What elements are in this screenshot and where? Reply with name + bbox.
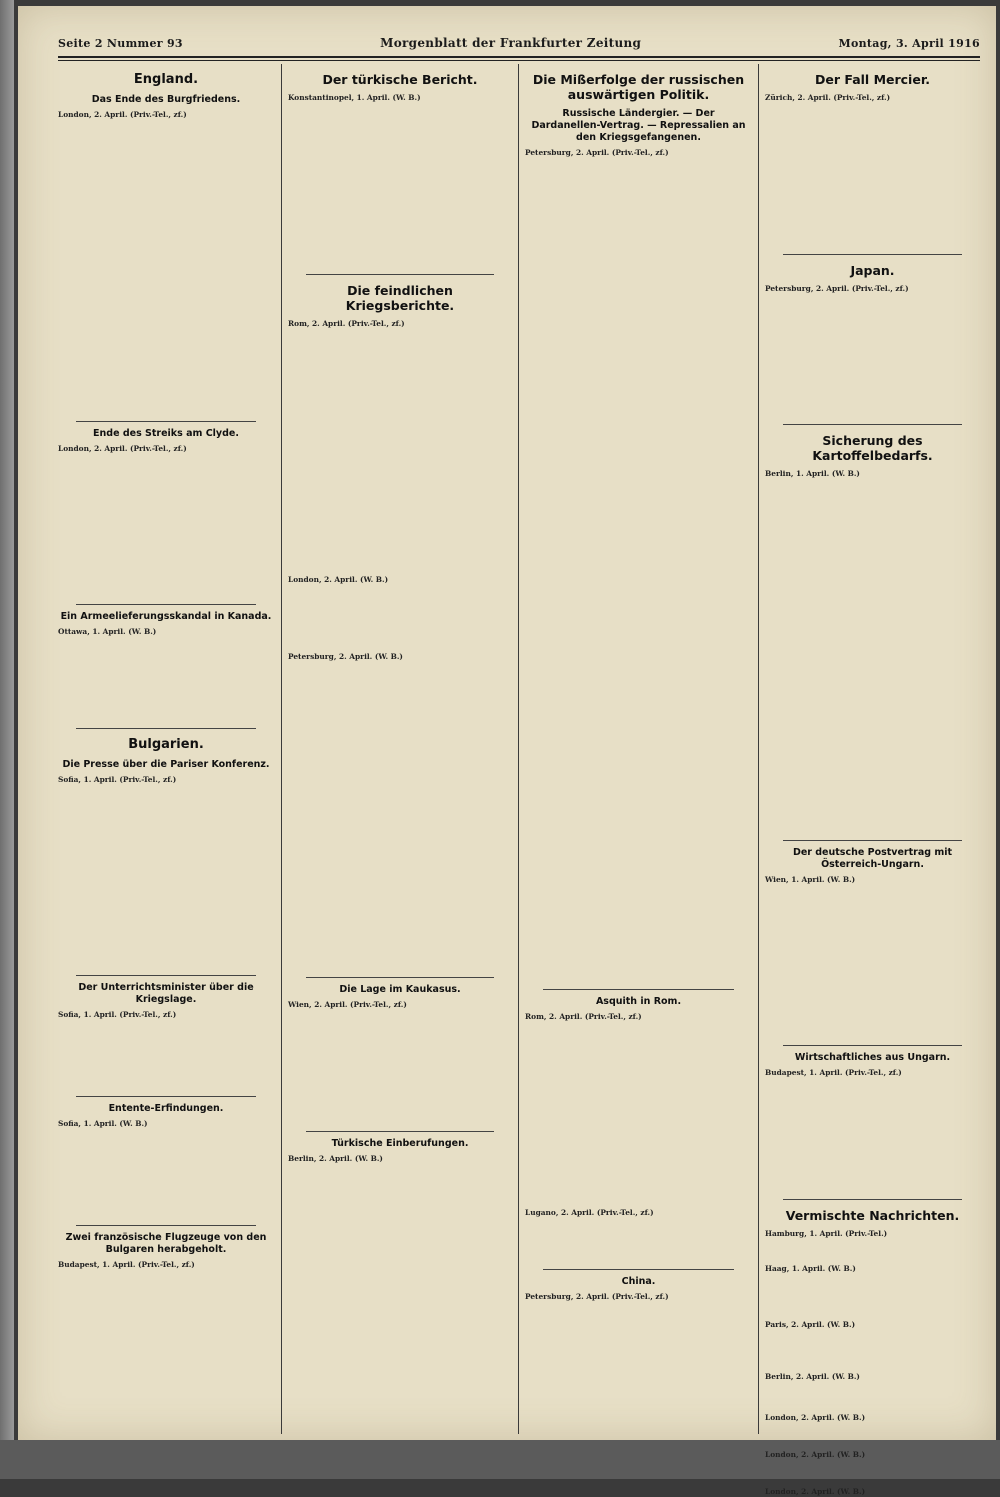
article-body-illegible <box>58 1025 274 1090</box>
article-heading: Die Lage im Kaukasus. <box>339 984 461 996</box>
column-3 <box>525 64 752 1440</box>
section-heading-fall-mercier: Der Fall Mercier. <box>815 72 930 87</box>
section-heading-england: England. <box>133 72 199 87</box>
section-heading-vermischte-nachrichten: Vermischte Nachrichten. <box>785 1207 960 1223</box>
article-lead <box>288 319 512 330</box>
article-lead <box>765 1068 980 1079</box>
article-heading: Das Ende des Burgfriedens. <box>91 94 241 105</box>
article-heading: Wirtschaftliches aus Ungarn. <box>794 1052 951 1064</box>
article-heading: Asquith in Rom. <box>595 995 682 1007</box>
separator-rule <box>76 975 256 976</box>
dateline: Berlin, 2. April. (W. B.) <box>288 1153 383 1163</box>
dateline: London, 2. April. (W. B.) <box>288 575 389 585</box>
article-lead <box>765 1229 980 1240</box>
article-lead <box>765 875 980 886</box>
dateline: Budapest, 1. April. (Priv.-Tel., zf.) <box>58 1259 195 1269</box>
article-body-illegible <box>765 1335 980 1370</box>
separator-rule <box>543 1269 734 1270</box>
dateline: Sofia, 1. April. (Priv.-Tel., zf.) <box>58 1010 177 1020</box>
column-1 <box>58 64 274 1440</box>
dateline: Lugano, 2. April. (Priv.-Tel., zf.) <box>525 1208 654 1218</box>
article-lead <box>525 148 752 159</box>
section-heading-bulgarien: Bulgarien. <box>128 736 204 752</box>
separator-rule <box>783 840 962 841</box>
dateline: London, 2. April. (W. B.) <box>765 1486 866 1496</box>
article-heading: Ein Armeelieferungsskandal in Kanada. <box>60 611 272 623</box>
separator-rule <box>783 254 962 255</box>
article-lead <box>58 627 274 638</box>
article-heading: Türkische Einberufungen. <box>331 1137 469 1149</box>
article-lead <box>525 1208 752 1219</box>
dateline: Berlin, 1. April. (W. B.) <box>765 469 860 479</box>
article-heading: Ende des Streiks am Clyde. <box>93 427 239 439</box>
section-heading-kartoffelbedarf: Sicherung des Kartoffelbedarfs. <box>812 433 933 464</box>
masthead-paper-title: Morgenblatt der Frankfurter Zeitung <box>380 36 642 50</box>
column-rule <box>758 64 759 1434</box>
article-heading: Der Unterrichtsminister über die Kriegslage. <box>78 982 254 1006</box>
separator-rule <box>306 977 494 978</box>
article-lead <box>765 284 980 295</box>
article-lead <box>525 1012 752 1023</box>
dateline: Petersburg, 2. April. (Priv.-Tel., zf.) <box>525 1291 669 1301</box>
section-heading-russische-politik: Die Mißerfolge der russischen auswärtigen Politik. <box>532 72 745 102</box>
scan-binding-strip <box>0 0 14 1479</box>
separator-rule <box>76 1096 256 1097</box>
article-lead <box>58 1010 274 1021</box>
separator-rule <box>76 1225 256 1226</box>
article-lead <box>58 1260 274 1271</box>
dateline: Sofia, 1. April. (Priv.-Tel., zf.) <box>58 774 177 784</box>
article-lead <box>765 1413 980 1424</box>
article-body-illegible <box>288 590 512 650</box>
article-body-illegible <box>765 1244 980 1262</box>
article-lead <box>288 1000 512 1011</box>
separator-rule <box>783 1199 962 1200</box>
dateline: Wien, 2. April. (Priv.-Tel., zf.) <box>288 1000 407 1010</box>
masthead-date: Montag, 3. April 1916 <box>838 36 980 50</box>
article-body-illegible <box>58 642 274 722</box>
dateline: Sofia, 1. April. (W. B.) <box>58 1118 148 1128</box>
article-body-illegible <box>765 1465 980 1485</box>
article-body-illegible <box>525 163 752 983</box>
article-heading: Die Presse über die Pariser Konferenz. <box>62 758 270 770</box>
article-body-illegible <box>765 889 980 1039</box>
article-body-illegible <box>288 108 512 268</box>
column-2 <box>288 64 512 1440</box>
article-body-illegible <box>525 1223 752 1263</box>
dateline: London, 2. April. (Priv.-Tel., zf.) <box>58 443 187 453</box>
article-body-illegible <box>765 484 980 834</box>
article-lead <box>765 1487 980 1497</box>
section-heading-feindliche-kriegsberichte: Die feindlichen Kriegsberichte. <box>345 282 455 313</box>
dateline: Haag, 1. April. (W. B.) <box>765 1263 856 1273</box>
article-lead <box>58 444 274 455</box>
article-lead <box>288 1154 512 1165</box>
dateline: Wien, 1. April. (W. B.) <box>765 874 856 884</box>
article-body-illegible <box>765 1278 980 1318</box>
dateline: Petersburg, 2. April. (Priv.-Tel., zf.) <box>525 148 669 157</box>
article-lead <box>58 775 274 786</box>
dateline: Konstantinopel, 1. April. (W. B.) <box>288 93 421 102</box>
article-body-illegible <box>58 789 274 969</box>
article-body-illegible <box>765 1083 980 1193</box>
article-body-illegible <box>58 125 274 415</box>
article-lead <box>765 1450 980 1461</box>
article-lead <box>765 469 980 480</box>
separator-rule <box>306 274 494 275</box>
article-body-illegible <box>58 1134 274 1219</box>
article-body-illegible <box>525 1026 752 1206</box>
dateline: London, 2. April. (Priv.-Tel., zf.) <box>58 110 187 119</box>
separator-rule <box>76 604 256 605</box>
article-lead <box>765 1372 980 1383</box>
dateline: Rom, 2. April. (Priv.-Tel., zf.) <box>288 318 405 328</box>
dateline: London, 2. April. (W. B.) <box>765 1413 866 1423</box>
article-lead <box>58 1119 274 1130</box>
article-lead <box>58 110 274 121</box>
article-body-illegible <box>288 333 512 573</box>
article-lead <box>765 1320 980 1331</box>
article-lead <box>288 575 512 586</box>
separator-rule <box>783 1045 962 1046</box>
article-lead <box>288 93 512 104</box>
column-rule <box>281 64 282 1434</box>
article-heading: Zwei französische Flugzeuge von den Bulgaren herabgeholt. <box>65 1231 267 1255</box>
newspaper-page <box>18 6 996 1496</box>
dateline: Ottawa, 1. April. (W. B.) <box>58 627 157 637</box>
article-body-illegible <box>58 458 274 598</box>
column-4 <box>765 64 980 1496</box>
article-heading: China. <box>621 1275 656 1287</box>
article-subheading: Russische Ländergier. — Der Dardanellen-Vertrag. — Repressalien an den Kriegsgefangenen. <box>531 108 746 143</box>
separator-rule <box>76 728 256 729</box>
article-body-illegible <box>765 108 980 248</box>
article-body-illegible <box>288 1015 512 1125</box>
dateline: Petersburg, 2. April. (W. B.) <box>288 651 403 661</box>
article-body-illegible <box>765 298 980 418</box>
column-rule <box>518 64 519 1434</box>
article-lead <box>288 652 512 663</box>
article-body-illegible <box>765 1428 980 1448</box>
masthead <box>58 34 980 52</box>
separator-rule <box>783 424 962 425</box>
section-heading-tuerkischer-bericht: Der türkische Bericht. <box>322 72 478 87</box>
dateline: Zürich, 2. April. (Priv.-Tel., zf.) <box>765 93 891 102</box>
article-lead <box>765 93 980 104</box>
separator-rule <box>306 1131 494 1132</box>
dateline: Budapest, 1. April. (Priv.-Tel., zf.) <box>765 1068 902 1078</box>
masthead-rule <box>58 56 980 61</box>
article-heading: Der deutsche Postvertrag mit Österreich-Ungarn. <box>792 846 953 870</box>
article-lead <box>525 1292 752 1303</box>
separator-rule <box>543 989 734 990</box>
article-lead <box>765 1264 980 1275</box>
dateline: Berlin, 2. April. (W. B.) <box>765 1371 860 1381</box>
masthead-page-number: Seite 2 Nummer 93 <box>58 36 183 50</box>
separator-rule <box>76 421 256 422</box>
dateline: Hamburg, 1. April. (Priv.-Tel.) <box>765 1228 888 1238</box>
dateline: London, 2. April. (W. B.) <box>765 1449 866 1459</box>
dateline: Petersburg, 2. April. (Priv.-Tel., zf.) <box>765 283 909 293</box>
dateline: Rom, 2. April. (Priv.-Tel., zf.) <box>525 1011 642 1021</box>
section-heading-japan: Japan. <box>850 262 895 278</box>
article-heading: Entente-Erfindungen. <box>108 1102 224 1114</box>
dateline: Paris, 2. April. (W. B.) <box>765 1320 856 1330</box>
article-body-illegible <box>288 666 512 971</box>
article-body-illegible <box>765 1386 980 1411</box>
